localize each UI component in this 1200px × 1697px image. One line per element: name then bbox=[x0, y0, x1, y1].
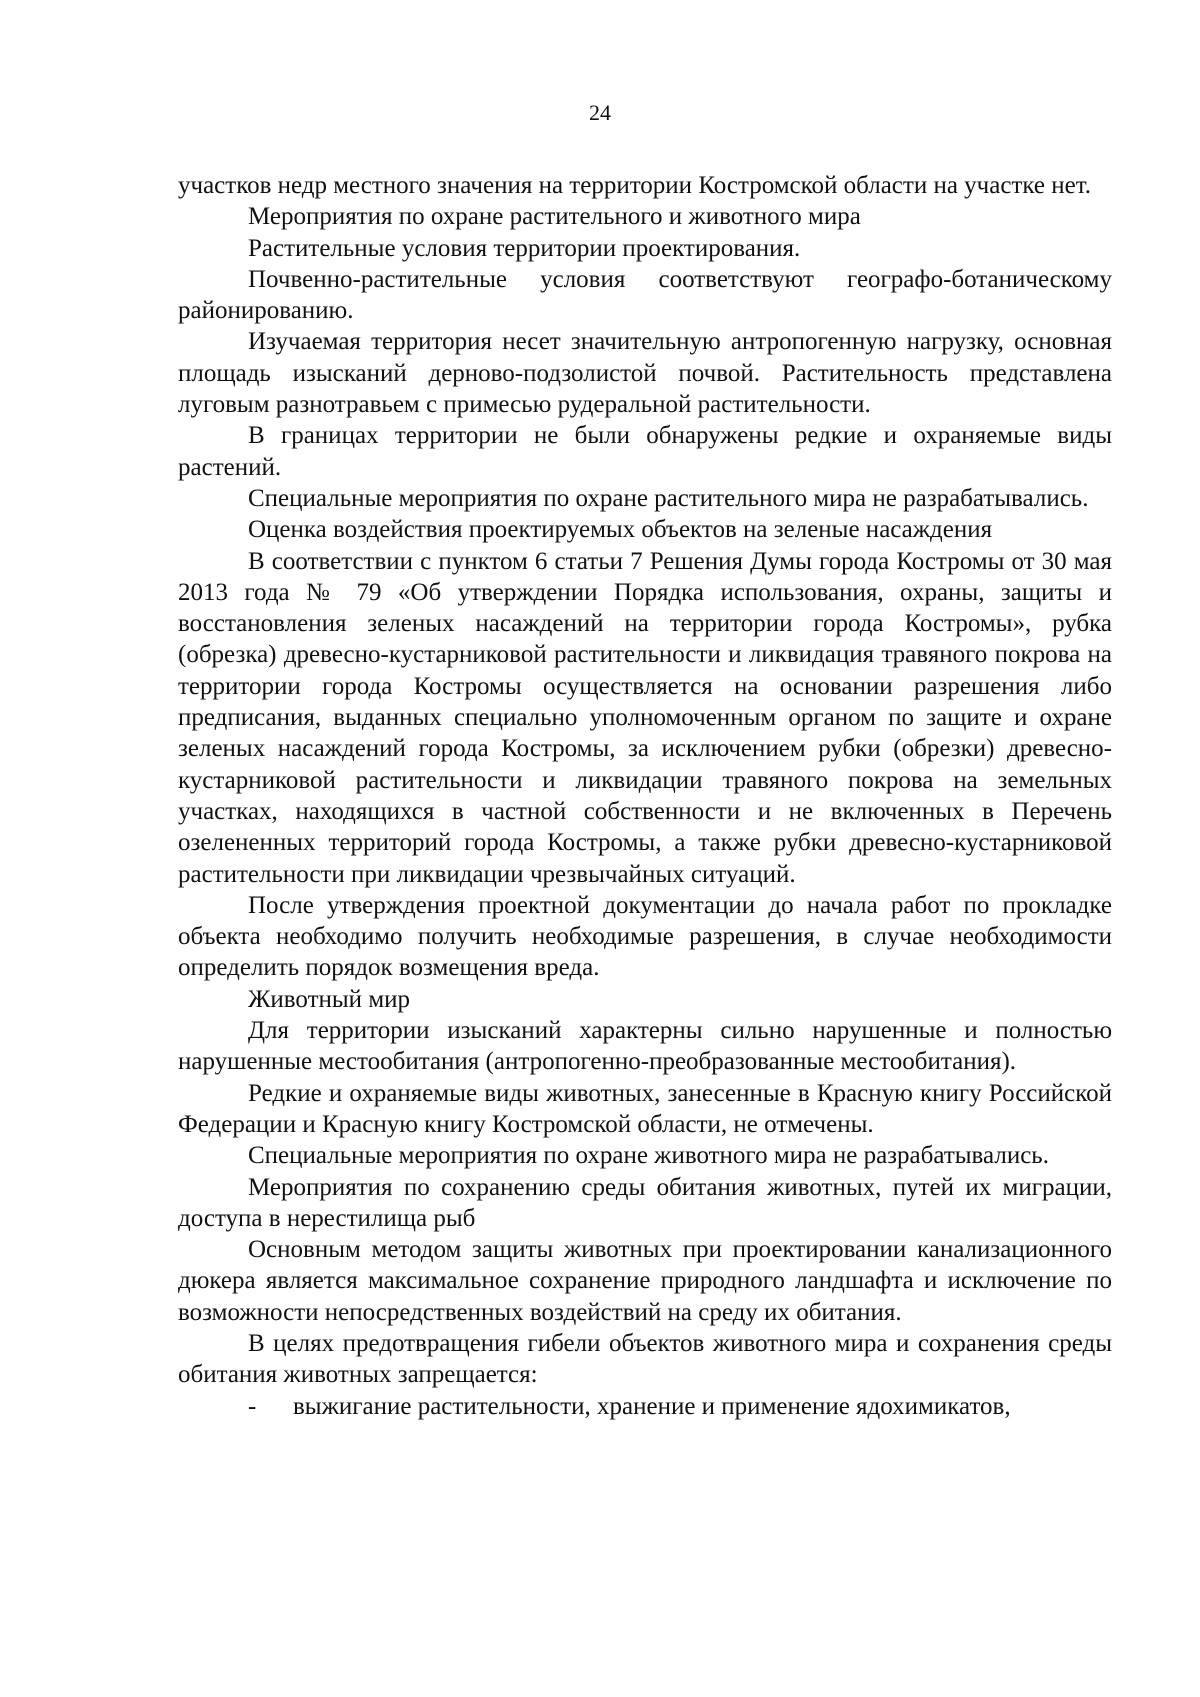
paragraph-protection-method: Основным методом защиты животных при проектировании канализационного дюкера является максимальное сохранение природного ландшафта и исключение по возможности непосредственных воздействий на среду их обитания. bbox=[178, 1236, 1112, 1326]
heading-flora-fauna-measures: Мероприятия по охране растительного и животного мира bbox=[248, 203, 861, 231]
paragraph-subsoil-continuation: участков недр местного значения на территории Костромской области на участке нет. bbox=[178, 172, 1092, 199]
heading-vegetation-conditions: Растительные условия территории проектирования. bbox=[248, 234, 801, 262]
paragraph-duma-decision: В соответствии с пунктом 6 статьи 7 Решения Думы города Костромы от 30 мая 2013 года № 79 «Об утверждении Порядка использования, охраны, защиты и восстановления зеленых насаждений на территории города Костромы», рубка (обрезка) древесно-кустарниковой растительности и ликвидация травяного покрова на территории города Костромы осуществляется на основании разрешения либо предписания, выданных специально уполномоченным органом по защите и охране зеленых насаждений города Костромы, за исключением рубки (обрезки) древесно-кустарниковой растительности и ликвидации травяного покрова на земельных участках, находящихся в частной собственности и не включенных в Перечень озелененных территорий города Костромы, а также рубки древесно-кустарниковой растительности при ликвидации чрезвычайных ситуаций. bbox=[178, 547, 1112, 888]
paragraph-permits: После утверждения проектной документации до начала работ по прокладке объекта необходимо получить необходимые разрешения, в случае необходимости определить порядок возмещения вреда. bbox=[178, 891, 1112, 982]
paragraph-habitats: Для территории изысканий характерны сильно нарушенные и полностью нарушенные местообитания (антропогенно-преобразованные местообитания). bbox=[178, 1017, 1112, 1076]
list-dash-marker: - bbox=[248, 1392, 257, 1420]
paragraph-anthropogenic-load: Изучаемая территория несет значительную антропогенную нагрузку, основная площадь изысканий дерново-подзолистой почвой. Растительность представлена луговым разнотравьем с примесью рудеральной растительности. bbox=[178, 328, 1112, 419]
page-number: 24 bbox=[589, 100, 611, 125]
list-item-prohibition bbox=[178, 1391, 1112, 1422]
paragraph-rare-plants: В границах территории не были обнаружены редкие и охраняемые виды растений. bbox=[178, 422, 1112, 481]
list-item-text: выжигание растительности, хранение и применение ядохимикатов, bbox=[293, 1392, 1011, 1420]
paragraph-fauna-measures: Специальные мероприятия по охране животного мира не разрабатывались. bbox=[248, 1142, 1049, 1170]
paragraph-prohibitions-intro: В целях предотвращения гибели объектов животного мира и сохранения среды обитания животных запрещается: bbox=[178, 1329, 1112, 1389]
heading-fauna: Животный мир bbox=[248, 985, 411, 1013]
paragraph-soil-vegetation: Почвенно-растительные условия соответствуют географо-ботаническому районированию. bbox=[178, 265, 1112, 325]
heading-green-spaces-impact: Оценка воздействия проектируемых объектов на зеленые насаждения bbox=[248, 516, 993, 544]
document-body bbox=[178, 170, 1112, 1422]
paragraph-rare-animals: Редкие и охраняемые виды животных, занесенные в Красную книгу Российской Федерации и Красную книгу Костромской области, не отмечены. bbox=[178, 1079, 1112, 1138]
paragraph-flora-measures: Специальные мероприятия по охране растительного мира не разрабатывались. bbox=[248, 484, 1089, 512]
heading-habitat-preservation: Мероприятия по сохранению среды обитания животных, путей их миграции, доступа в нерестилища рыб bbox=[178, 1173, 1112, 1232]
